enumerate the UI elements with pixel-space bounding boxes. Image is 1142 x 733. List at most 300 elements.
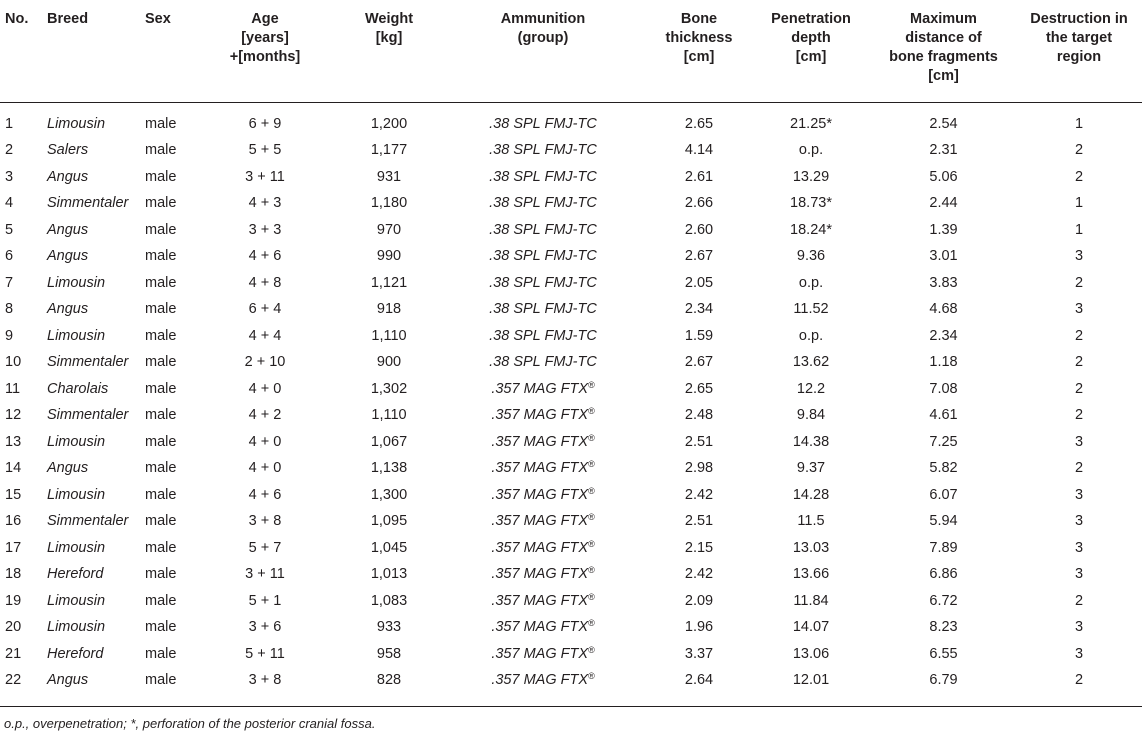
- cell-age-text: 4 + 6: [248, 248, 282, 265]
- registered-mark: ®: [588, 512, 595, 523]
- column-header-line: No.: [5, 11, 29, 27]
- cell-bone-text: 2.66: [684, 195, 714, 212]
- cell-dist-text: 8.23: [929, 619, 958, 636]
- cell-age: [191, 588, 339, 615]
- cell-dest: [1016, 429, 1142, 456]
- cell-sex: [145, 667, 191, 694]
- cell-age-text: 4 + 0: [248, 380, 282, 397]
- cell-ammo: [439, 588, 647, 615]
- cell-weight-text: 1,110: [371, 327, 407, 344]
- cell-breed-text: Limousin: [47, 274, 106, 291]
- cell-breed: [47, 102, 145, 137]
- cell-weight: [339, 667, 439, 694]
- column-header-line: Bone: [680, 11, 718, 27]
- cell-breed: [47, 270, 145, 297]
- table-row: [0, 349, 1142, 376]
- cell-weight: [339, 137, 439, 164]
- cell-dist: [871, 164, 1016, 191]
- cell-breed: [47, 376, 145, 403]
- column-header-age: [191, 4, 339, 102]
- cell-dist-text: 1.39: [929, 221, 958, 238]
- cell-breed: [47, 402, 145, 429]
- cell-sex-text: male: [145, 221, 177, 238]
- cell-ammo: [439, 429, 647, 456]
- cell-bone: [647, 641, 751, 668]
- cell-age-text: 3 + 3: [248, 221, 282, 238]
- cell-pen-text: 13.62: [792, 354, 830, 371]
- cell-sex-text: male: [145, 460, 177, 477]
- cell-sex-text: male: [145, 248, 177, 265]
- column-header-line: the target: [1045, 30, 1113, 46]
- cell-age: [191, 614, 339, 641]
- cell-no-text: 12: [5, 407, 22, 424]
- cell-dest: [1016, 667, 1142, 694]
- cell-ammo-text: .38 SPL FMJ-TC: [489, 115, 597, 132]
- cell-dest-text: 2: [1074, 274, 1084, 291]
- cell-dest-text: 3: [1074, 539, 1084, 556]
- cell-dest: [1016, 641, 1142, 668]
- cell-dest-text: 2: [1074, 407, 1084, 424]
- cell-pen: [751, 455, 871, 482]
- cell-ammo: [439, 164, 647, 191]
- cell-sex-text: male: [145, 301, 177, 318]
- cell-ammo-text: .38 SPL FMJ-TC: [489, 168, 597, 185]
- cell-dist-text: 6.55: [929, 645, 958, 662]
- cell-ammo-text: .38 SPL FMJ-TC: [489, 327, 597, 344]
- table-row: [0, 455, 1142, 482]
- cell-sex: [145, 102, 191, 137]
- column-header-pen: [751, 4, 871, 102]
- cell-breed-text: Limousin: [47, 619, 106, 636]
- cell-bone-text: 2.42: [684, 566, 714, 583]
- table-row: [0, 164, 1142, 191]
- cell-pen: [751, 482, 871, 509]
- cell-age: [191, 641, 339, 668]
- cell-ammo-text: .357 MAG FTX: [491, 407, 589, 424]
- cell-weight: [339, 376, 439, 403]
- cell-no: [0, 561, 47, 588]
- cell-no-text: 15: [5, 486, 22, 503]
- cell-pen: [751, 508, 871, 535]
- cell-breed-text: Limousin: [47, 115, 106, 132]
- cell-age: [191, 137, 339, 164]
- cell-ammo-text: .38 SPL FMJ-TC: [489, 248, 597, 265]
- table-row: [0, 614, 1142, 641]
- cell-no-text: 20: [5, 619, 22, 636]
- cell-dest: [1016, 561, 1142, 588]
- cell-breed-text: Limousin: [47, 327, 106, 344]
- cell-breed: [47, 296, 145, 323]
- registered-mark: ®: [588, 644, 595, 655]
- cell-no-text: 10: [5, 354, 22, 371]
- cell-no-text: 17: [5, 539, 22, 556]
- cell-ammo: [439, 482, 647, 509]
- cell-breed-text: Charolais: [47, 380, 109, 397]
- cell-sex-text: male: [145, 592, 177, 609]
- cell-no: [0, 641, 47, 668]
- cell-ammo: [439, 137, 647, 164]
- cell-bone: [647, 243, 751, 270]
- cell-dest-text: 3: [1074, 433, 1084, 450]
- cell-breed: [47, 217, 145, 244]
- cell-breed-text: Simmentaler: [47, 513, 129, 530]
- cell-sex: [145, 270, 191, 297]
- cell-breed: [47, 429, 145, 456]
- cell-pen: [751, 641, 871, 668]
- cell-pen-text: 9.36: [796, 248, 826, 265]
- cell-age: [191, 508, 339, 535]
- cell-dest-text: 2: [1074, 142, 1084, 159]
- cell-dist-text: 5.82: [929, 460, 958, 477]
- cell-bone-text: 2.51: [684, 513, 714, 530]
- cell-no: [0, 164, 47, 191]
- cell-bone-text: 2.67: [684, 248, 714, 265]
- cell-pen-text: 14.07: [792, 619, 830, 636]
- cell-age-text: 5 + 1: [248, 592, 282, 609]
- table-row: [0, 190, 1142, 217]
- cell-age: [191, 482, 339, 509]
- cell-bone: [647, 402, 751, 429]
- cell-sex-text: male: [145, 433, 177, 450]
- cell-weight-text: 828: [376, 672, 402, 689]
- cell-ammo: [439, 323, 647, 350]
- cell-weight-text: 1,121: [370, 274, 408, 291]
- cell-weight: [339, 455, 439, 482]
- cell-dist-text: 1.18: [929, 354, 958, 371]
- table-row: [0, 535, 1142, 562]
- cell-pen: [751, 588, 871, 615]
- cell-breed-text: Simmentaler: [47, 195, 129, 212]
- cell-age-text: 4 + 0: [248, 460, 282, 477]
- cell-weight-text: 970: [376, 221, 402, 238]
- cell-pen-text: 9.37: [796, 460, 826, 477]
- cell-bone: [647, 376, 751, 403]
- cell-breed-text: Angus: [47, 301, 89, 318]
- cell-dist-text: 4.61: [929, 407, 958, 424]
- cell-pen: [751, 243, 871, 270]
- cell-no: [0, 535, 47, 562]
- cell-ammo: [439, 508, 647, 535]
- cell-bone-text: 2.48: [684, 407, 714, 424]
- column-header-bone: [647, 4, 751, 102]
- cell-dest: [1016, 270, 1142, 297]
- cell-sex: [145, 455, 191, 482]
- cell-dest-text: 2: [1074, 460, 1084, 477]
- column-header-dist: [871, 4, 1016, 102]
- cell-no: [0, 482, 47, 509]
- cell-sex: [145, 137, 191, 164]
- cell-breed: [47, 614, 145, 641]
- cell-age-text: 3 + 11: [245, 168, 285, 185]
- cell-ammo: [439, 561, 647, 588]
- cell-age-text: 3 + 8: [248, 513, 282, 530]
- cell-dest: [1016, 614, 1142, 641]
- cell-weight-text: 1,300: [370, 486, 408, 503]
- cell-dest: [1016, 349, 1142, 376]
- cell-age-text: 3 + 6: [248, 619, 282, 636]
- table-body: [0, 102, 1142, 694]
- cell-ammo: [439, 243, 647, 270]
- cell-pen-text: 13.66: [792, 566, 830, 583]
- cell-sex-text: male: [145, 619, 177, 636]
- cell-pen-text: 11.52: [793, 301, 829, 318]
- column-header-sex: [145, 4, 191, 102]
- cell-ammo: [439, 667, 647, 694]
- cell-weight: [339, 323, 439, 350]
- cell-bone: [647, 217, 751, 244]
- cell-age-text: 4 + 3: [248, 195, 282, 212]
- cell-ammo-text: .357 MAG FTX: [491, 460, 589, 477]
- cell-pen: [751, 217, 871, 244]
- cell-sex: [145, 164, 191, 191]
- cell-weight: [339, 482, 439, 509]
- cell-weight: [339, 535, 439, 562]
- cell-breed: [47, 455, 145, 482]
- cell-no-text: 16: [5, 513, 22, 530]
- cell-pen-text: 13.06: [792, 645, 830, 662]
- cell-dist: [871, 349, 1016, 376]
- cell-sex: [145, 217, 191, 244]
- cell-bone: [647, 614, 751, 641]
- cell-pen-text: 14.38: [792, 433, 830, 450]
- cell-breed: [47, 641, 145, 668]
- cell-dest: [1016, 296, 1142, 323]
- cell-breed: [47, 482, 145, 509]
- cell-dest: [1016, 482, 1142, 509]
- cell-ammo: [439, 190, 647, 217]
- cell-pen-text: 11.84: [793, 592, 829, 609]
- cell-breed-text: Limousin: [47, 592, 106, 609]
- cell-sex-text: male: [145, 168, 177, 185]
- column-header-line: region: [1056, 49, 1102, 65]
- cell-breed: [47, 508, 145, 535]
- cell-ammo-text: .357 MAG FTX: [491, 672, 589, 689]
- cell-no-text: 21: [5, 645, 22, 662]
- cell-dist: [871, 270, 1016, 297]
- cell-sex: [145, 614, 191, 641]
- table-row: [0, 296, 1142, 323]
- cell-dest: [1016, 402, 1142, 429]
- cell-pen-text: 21.25*: [790, 115, 832, 132]
- table-row: [0, 243, 1142, 270]
- column-header-line: depth: [791, 30, 831, 46]
- cell-pen: [751, 190, 871, 217]
- cell-ammo-text: .38 SPL FMJ-TC: [489, 354, 597, 371]
- cell-bone-text: 2.05: [684, 274, 714, 291]
- cell-pen: [751, 667, 871, 694]
- cell-sex-text: male: [145, 354, 177, 371]
- cell-no-text: 11: [5, 380, 21, 397]
- cell-pen: [751, 137, 871, 164]
- cell-dist-text: 7.89: [929, 539, 958, 556]
- cell-bone-text: 2.60: [684, 221, 714, 238]
- column-header-line: Breed: [47, 11, 89, 27]
- cell-bone-text: 2.61: [684, 168, 714, 185]
- cell-no: [0, 243, 47, 270]
- cell-pen-text: 9.84: [796, 407, 826, 424]
- cell-age: [191, 376, 339, 403]
- column-header-line: [years]: [241, 30, 289, 46]
- cell-ammo: [439, 641, 647, 668]
- cell-bone-text: 4.14: [684, 142, 714, 159]
- cell-dist: [871, 667, 1016, 694]
- cell-sex-text: male: [145, 513, 177, 530]
- table-row: [0, 323, 1142, 350]
- cell-bone: [647, 561, 751, 588]
- registered-mark: ®: [588, 406, 595, 417]
- cell-dist: [871, 482, 1016, 509]
- cell-bone-text: 2.34: [684, 301, 714, 318]
- registered-mark: ®: [588, 671, 595, 682]
- cell-no: [0, 588, 47, 615]
- cell-breed: [47, 561, 145, 588]
- cell-sex-text: male: [145, 539, 177, 556]
- cell-weight-text: 1,013: [370, 566, 408, 583]
- column-header-line: bone fragments: [889, 49, 998, 65]
- cell-bone: [647, 588, 751, 615]
- table-row: [0, 102, 1142, 137]
- cell-pen-text: 14.28: [792, 486, 830, 503]
- cell-no-text: 1: [5, 115, 14, 132]
- cell-dest: [1016, 323, 1142, 350]
- table-header-row: [0, 4, 1142, 102]
- cell-dist: [871, 296, 1016, 323]
- cell-weight: [339, 561, 439, 588]
- cell-breed-text: Angus: [47, 221, 89, 238]
- cell-no-text: 18: [5, 566, 22, 583]
- cell-dist-text: 6.86: [929, 566, 958, 583]
- cell-dist: [871, 323, 1016, 350]
- cell-breed: [47, 164, 145, 191]
- cell-age: [191, 190, 339, 217]
- table-row: [0, 561, 1142, 588]
- cell-bone: [647, 349, 751, 376]
- cell-bone: [647, 508, 751, 535]
- cell-no: [0, 455, 47, 482]
- column-header-line: (group): [517, 30, 569, 46]
- cell-weight: [339, 164, 439, 191]
- cell-weight-text: 931: [376, 168, 402, 185]
- cell-age-text: 6 + 4: [248, 301, 282, 318]
- cell-breed-text: Hereford: [47, 566, 104, 583]
- cell-ammo: [439, 217, 647, 244]
- cell-bone: [647, 270, 751, 297]
- cell-dist-text: 2.44: [929, 195, 958, 212]
- cell-dist: [871, 508, 1016, 535]
- cell-no-text: 4: [5, 195, 14, 212]
- cell-bone: [647, 429, 751, 456]
- cell-pen: [751, 164, 871, 191]
- registered-mark: ®: [588, 379, 595, 390]
- cell-bone-text: 2.65: [684, 380, 714, 397]
- table-row: [0, 402, 1142, 429]
- cell-no-text: 5: [5, 221, 14, 238]
- cell-weight: [339, 270, 439, 297]
- cell-ammo-text: .357 MAG FTX: [491, 486, 589, 503]
- cell-weight: [339, 217, 439, 244]
- cell-no-text: 19: [5, 592, 22, 609]
- column-header-line: [kg]: [375, 30, 403, 46]
- cell-dist: [871, 190, 1016, 217]
- column-header-line: Weight: [364, 11, 414, 27]
- cell-weight: [339, 614, 439, 641]
- cell-pen-text: 18.24*: [790, 221, 832, 238]
- column-header-line: [cm]: [795, 49, 827, 65]
- cell-breed-text: Limousin: [47, 433, 106, 450]
- table-row: [0, 482, 1142, 509]
- column-header-line: distance of: [905, 30, 982, 46]
- cell-dest: [1016, 588, 1142, 615]
- cell-breed: [47, 243, 145, 270]
- cell-age-text: 4 + 0: [248, 433, 282, 450]
- cell-dist-text: 6.07: [929, 486, 958, 503]
- cell-age-text: 5 + 7: [248, 539, 282, 556]
- cell-age-text: 4 + 4: [248, 327, 282, 344]
- cell-dist: [871, 102, 1016, 137]
- cell-breed-text: Limousin: [47, 539, 106, 556]
- cell-dest: [1016, 243, 1142, 270]
- table-row: [0, 667, 1142, 694]
- cell-ammo-text: .357 MAG FTX: [491, 592, 589, 609]
- cell-ammo-text: .357 MAG FTX: [491, 619, 589, 636]
- registered-mark: ®: [588, 485, 595, 496]
- column-header-ammo: [439, 4, 647, 102]
- cell-sex-text: male: [145, 486, 177, 503]
- cell-weight-text: 990: [376, 248, 402, 265]
- cell-dist-text: 6.79: [929, 672, 958, 689]
- cell-ammo-text: .357 MAG FTX: [491, 645, 589, 662]
- column-header-dest: [1016, 4, 1142, 102]
- cell-ammo-text: .38 SPL FMJ-TC: [489, 195, 597, 212]
- table-row: [0, 217, 1142, 244]
- table-row: [0, 588, 1142, 615]
- cell-no: [0, 270, 47, 297]
- cell-sex: [145, 296, 191, 323]
- cell-age-text: 4 + 6: [248, 486, 282, 503]
- cell-bone: [647, 164, 751, 191]
- cell-sex: [145, 429, 191, 456]
- cell-bone-text: 1.59: [684, 327, 714, 344]
- cell-sex-text: male: [145, 195, 177, 212]
- cell-dist: [871, 402, 1016, 429]
- cell-dist: [871, 137, 1016, 164]
- cell-no-text: 2: [5, 142, 14, 159]
- cell-breed-text: Angus: [47, 168, 89, 185]
- column-header-line: [cm]: [928, 68, 959, 84]
- cell-pen-text: 18.73*: [790, 195, 832, 212]
- cell-weight-text: 900: [376, 354, 402, 371]
- cell-no-text: 3: [5, 168, 14, 185]
- cell-pen: [751, 270, 871, 297]
- cell-age-text: 3 + 11: [245, 566, 285, 583]
- cell-bone: [647, 482, 751, 509]
- cell-sex-text: male: [145, 566, 177, 583]
- cell-breed-text: Angus: [47, 672, 89, 689]
- cell-age: [191, 349, 339, 376]
- cell-dist-text: 3.83: [929, 274, 958, 291]
- cell-dist: [871, 376, 1016, 403]
- cell-dest-text: 3: [1074, 513, 1084, 530]
- cell-dist: [871, 588, 1016, 615]
- cell-dest-text: 3: [1074, 619, 1084, 636]
- table-row: [0, 137, 1142, 164]
- cell-pen-text: o.p.: [798, 274, 824, 291]
- table-row: [0, 429, 1142, 456]
- cell-age: [191, 402, 339, 429]
- cell-weight-text: 1,095: [370, 513, 408, 530]
- cell-ammo-text: .38 SPL FMJ-TC: [489, 301, 597, 318]
- data-table: [0, 4, 1142, 694]
